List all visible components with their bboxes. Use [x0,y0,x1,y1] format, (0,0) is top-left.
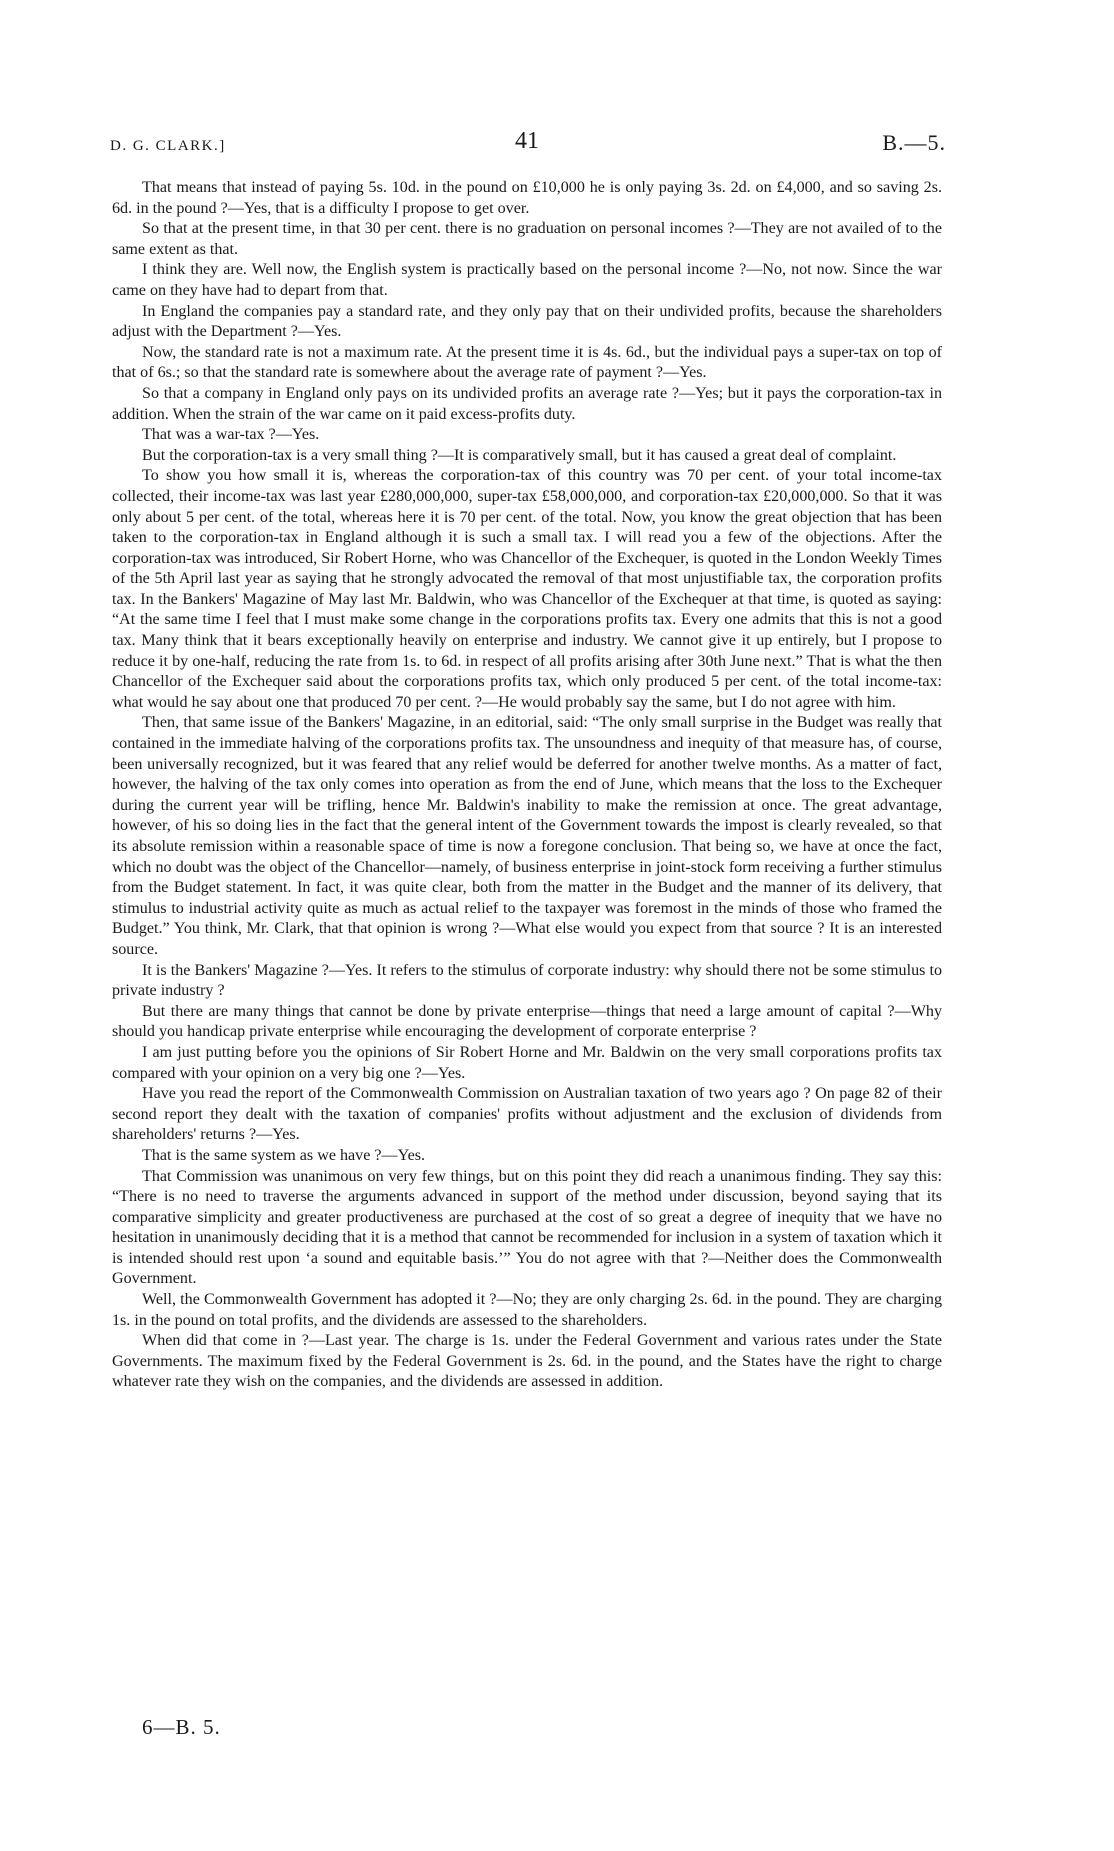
paragraph: I think they are. Well now, the English system is practically based on the personal income ?—No, not now. Since the war came on they have had to depart from that. [112,261,942,299]
header-document-code: B.—5. [882,130,946,155]
paragraph: But there are many things that cannot be done by private enterprise—things that need a large amount of capital ?—Why should you handicap private enterprise while encouraging the development of corporate enterprise ? [112,1002,942,1041]
paragraph: Then, that same issue of the Bankers' Magazine, in an editorial, said: “The only small surprise in the Budget was really that contained in the immediate halving of the corporations profits tax. The unsoundness and inequity of that measure has, of course, been universally recognized, but it was feared that any relief would be deferred for another twelve months. As a matter of fact, however, the halving of the tax only comes into operation as from the end of June, which means that the loss to the Exchequer during the current year will be trifling, hence Mr. Baldwin's inability to make the remission at once. The great advantage, however, of his so doing lies in the fact that the general intent of the Government towards the impost is clearly revealed, so that its absolute remission within a reasonable space of time is now a foregone conclusion. That being so, we have at once the fact, which no doubt was the object of the Chancellor—namely, of business enterprise in joint-stock form receiving a further stimulus from the Budget statement. In fact, it was quite clear, both from the matter in the Budget and the manner of its delivery, that stimulus to industrial activity quite as much as actual relief to the taxpayer was foremost in the minds of those who framed the Budget.” You think, Mr. Clark, that that opinion is wrong ?—What else would you expect from that source ? It is an interested source. [112,714,942,958]
paragraph: So that at the present time, in that 30 per cent. there is no graduation on personal incomes ?—They are not availed of to the same extent as that. [112,220,942,258]
paragraph: To show you how small it is, whereas the corporation-tax of this country was 70 per cent. of your total income-tax collected, their income-tax was last year £280,000,000, super-tax £58,000,000, and corporation-tax £20,000,000. So that it was only about 5 per cent. of the total, whereas here it is 70 per cent. of the total. Now, you know the great objection that has been taken to the corporation-tax in England although it is such a small tax. I will read you a few of the objections. After the corporation-tax was introduced, Sir Robert Horne, who was Chancellor of the Exchequer, is quoted in the London Weekly Times of the 5th April last year as saying that he strongly advocated the removal of that most unjustifiable tax, the corporation profits tax. In the Bankers' Magazine of May last Mr. Baldwin, who was Chancellor of the Exchequer at that time, is quoted as saying: “At the same time I feel that I must make some change in the corporations profits tax. Every one admits that this is not a good tax. Many think that it bears exceptionally heavily on enterprise and industry. We cannot give it up entirely, but I propose to reduce it by one-half, reducing the rate from 1s. to 6d. in respect of all profits arising after 30th June next.” That is what the then Chancellor of the Exchequer said about the corporations profits tax, which only produced 5 per cent. of the total income-tax: what would he say about one that produced 70 per cent. ?—He would probably say the same, but I do not agree with him. [112,467,942,711]
paragraph: That is the same system as we have ?—Yes. [142,1146,426,1164]
paragraph: That means that instead of paying 5s. 10d. in the pound on £10,000 he is only paying 3s. 2d. on £4,000, and so saving 2s. 6d. in the pound ?—Yes, that is a difficulty I propose to get over. [112,179,942,217]
paragraph: Now, the standard rate is not a maximum rate. At the present time it is 4s. 6d., but the individual pays a super-tax on top of that of 6s.; so that the standard rate is somewhere about the average rate of payment ?—Yes. [112,343,942,382]
paragraph: When did that come in ?—Last year. The charge is 1s. under the Federal Government and various rates under the State Governments. The maximum fixed by the Federal Government is 2s. 6d. in the pound, and the States have the right to charge whatever rate they wish on the companies, and the dividends are assessed in addition. [112,1332,942,1391]
paragraph: In England the companies pay a standard rate, and they only pay that on their undivided profits, because the shareholders adjust with the Department ?—Yes. [112,302,942,341]
page-header [110,128,946,158]
header-witness-name: D. G. CLARK.] [110,138,226,154]
paragraph: That Commission was unanimous on very few things, but on this point they did reach a unanimous finding. They say this: “There is no need to traverse the arguments advanced in support of the method under discussion, beyond saying that its comparative simplicity and greater productiveness are purchased at the cost of so great a degree of inequity that we have no hesitation in unanimously deciding that it is a method that cannot be recommended for inclusion in a system of taxation which it is intended should rest upon ‘a sound and equitable basis.’” You do not agree with that ?—Neither does the Commonwealth Government. [112,1167,942,1288]
paragraph: Well, the Commonwealth Government has adopted it ?—No; they are only charging 2s. 6d. in the pound. They are charging 1s. in the pound on total profits, and the dividends are assessed to the shareholders. [112,1291,942,1329]
paragraph: Have you read the report of the Commonwealth Commission on Australian taxation of two years ago ? On page 82 of their second report they dealt with the taxation of companies' profits without adjustment and the exclusion of dividends from shareholders' returns ?—Yes. [112,1085,942,1144]
paragraph: But the corporation-tax is a very small thing ?—It is comparatively small, but it has caused a great deal of complaint. [142,446,897,464]
page-footer-signature: 6—B. 5. [142,1715,221,1739]
paragraph: That was a war-tax ?—Yes. [142,426,320,444]
body-text [112,178,942,1393]
paragraph: So that a company in England only pays on its undivided profits an average rate ?—Yes; but it pays the corporation-tax in addition. When the strain of the war came on it paid excess-profits duty. [112,384,942,423]
paragraph: I am just putting before you the opinions of Sir Robert Horne and Mr. Baldwin on the very small corporations profits tax compared with your opinion on a very big one ?—Yes. [112,1043,942,1082]
paragraph: It is the Bankers' Magazine ?—Yes. It refers to the stimulus of corporate industry: why should there not be some stimulus to private industry ? [112,961,942,1000]
header-page-number: 41 [515,128,539,154]
